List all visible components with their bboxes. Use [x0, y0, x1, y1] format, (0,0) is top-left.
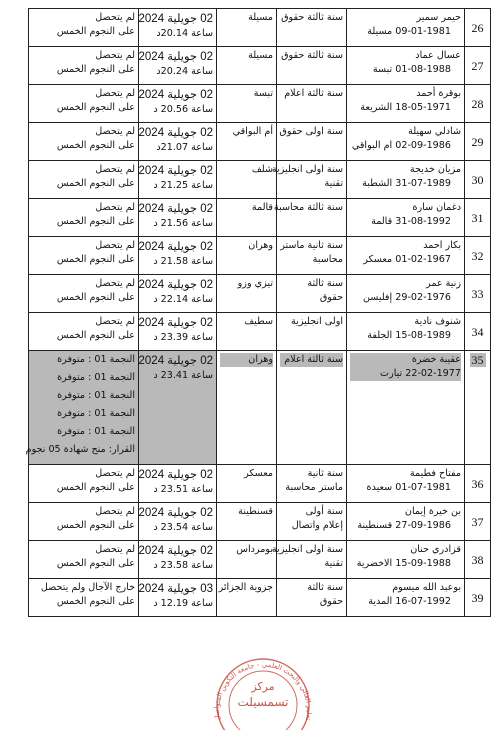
- center-cell: [217, 9, 277, 47]
- birth-info: 15-08-1989 الجلفة: [367, 330, 451, 341]
- birth-info: 27-09-1986 قسنطينة: [357, 520, 451, 531]
- study-level-detail: محاسبة: [312, 254, 343, 265]
- row-number-cell: [465, 313, 491, 351]
- level-cell: [277, 237, 347, 275]
- table-row: [29, 85, 491, 123]
- row-number-cell: [465, 351, 491, 465]
- result-line2: على النجوم الخمس: [56, 292, 135, 303]
- table-row: [29, 161, 491, 199]
- row-number-cell: [465, 579, 491, 617]
- center-cell: [217, 85, 277, 123]
- name-birth-cell: [347, 199, 465, 237]
- study-level: سنة ثالثة: [307, 278, 343, 289]
- center-name: وهران: [248, 240, 273, 251]
- level-cell: [277, 313, 347, 351]
- study-level: سنة اولى انجليزية: [271, 544, 343, 555]
- center-cell: [217, 503, 277, 541]
- name-birth-cell: [347, 275, 465, 313]
- table-row: [29, 47, 491, 85]
- name-birth-cell: [347, 313, 465, 351]
- study-level: سنة ثالثة اعلام: [280, 353, 343, 367]
- study-level-detail: حقوق: [319, 292, 343, 303]
- star-result: النجمة 01 : متوفرة: [57, 354, 135, 365]
- exam-date: 03 جويلية 2024: [138, 583, 213, 595]
- person-name: عسال عماد: [415, 50, 461, 61]
- exam-date: 02 جويلية 2024: [138, 51, 213, 63]
- row-number: 29: [471, 134, 484, 149]
- row-number-cell: [465, 541, 491, 579]
- level-cell: [277, 275, 347, 313]
- records-table-body: [25, 9, 491, 617]
- result-line2: على النجوم الخمس: [56, 254, 135, 265]
- exam-date: 02 جويلية 2024: [138, 127, 213, 139]
- birth-info: 31-07-1989 الشطبة: [362, 178, 451, 189]
- date-cell: [139, 541, 217, 579]
- center-name: شلف: [251, 164, 273, 175]
- level-cell: [277, 503, 347, 541]
- result-line2: على النجوم الخمس: [56, 482, 135, 493]
- result-line1: لم يتحصل: [95, 316, 135, 327]
- name-birth-cell: [347, 351, 465, 465]
- center-name: مسيلة: [248, 12, 273, 23]
- exam-time: ساعة 22.14 د: [153, 294, 213, 305]
- result-cell: [29, 237, 139, 275]
- row-number: 34: [471, 324, 484, 339]
- center-cell: [217, 275, 277, 313]
- study-level: سنة اولى انجليزية: [271, 164, 343, 175]
- result-line2: على النجوم الخمس: [56, 216, 135, 227]
- center-cell: [217, 313, 277, 351]
- exam-time: ساعة 21.56 د: [153, 218, 213, 229]
- exam-date: 02 جويلية 2024: [138, 13, 213, 25]
- result-line1: لم يتحصل: [95, 278, 135, 289]
- exam-time: ساعة 21.25 د: [153, 180, 213, 191]
- birth-info: 01-07-1981 سعيدة: [366, 482, 451, 493]
- center-name: معسكر: [244, 468, 273, 479]
- result-cell: [29, 541, 139, 579]
- center-name: تبسة: [253, 88, 273, 99]
- center-name: سطيف: [244, 316, 273, 327]
- person-name: مزيان خديجة: [409, 164, 461, 175]
- result-line1: لم يتحصل: [95, 240, 135, 251]
- person-name: شنوف نادية: [414, 316, 461, 327]
- result-cell: [29, 465, 139, 503]
- center-name: بومرداس: [236, 544, 273, 555]
- exam-date: 02 جويلية 2024: [138, 469, 213, 481]
- exam-date: 02 جويلية 2024: [138, 203, 213, 215]
- center-name: قسنطينة: [238, 506, 273, 517]
- table-row: [29, 237, 491, 275]
- result-line1: لم يتحصل: [95, 506, 135, 517]
- date-cell: [139, 237, 217, 275]
- table-row: [29, 123, 491, 161]
- stamp-ring-text: تعليم العالي والبحث العلمي - جامعة التكوين المتواصل: [212, 660, 314, 722]
- name-birth-cell: [347, 85, 465, 123]
- person-name: بوقرة أحمد: [416, 88, 461, 99]
- study-level: سنة ثالثة: [307, 582, 343, 593]
- row-number: 36: [471, 476, 484, 491]
- center-name: جزوية الجزائر: [218, 582, 273, 593]
- exam-date: 02 جويلية 2024: [138, 355, 213, 367]
- exam-time: ساعة 23.54 د: [153, 522, 213, 533]
- star-result: النجمة 01 : متوفرة: [57, 372, 135, 383]
- result-line2: على النجوم الخمس: [56, 558, 135, 569]
- exam-date: 02 جويلية 2024: [138, 165, 213, 177]
- result-cell: [29, 275, 139, 313]
- study-level-detail: تقنية: [324, 558, 343, 569]
- birth-info: 18-05-1971 الشريعة: [360, 102, 451, 113]
- date-cell: [139, 85, 217, 123]
- row-number: 33: [471, 286, 484, 301]
- study-level: سنة أولى: [305, 506, 343, 517]
- table-row: [29, 579, 491, 617]
- person-name: قزادري حنان: [410, 544, 461, 555]
- row-number-cell: [465, 275, 491, 313]
- study-level: سنة ثالثة حقوق: [281, 12, 343, 23]
- result-line1: لم يتحصل: [95, 88, 135, 99]
- row-number: 38: [471, 552, 484, 567]
- person-name: زنية عمر: [426, 278, 461, 289]
- exam-date: 02 جويلية 2024: [138, 317, 213, 329]
- date-cell: [139, 123, 217, 161]
- exam-time: ساعة 12.19 د: [153, 598, 213, 609]
- row-number: 35: [471, 353, 484, 367]
- level-cell: [273, 199, 347, 237]
- exam-time: ساعة 23.41 د: [153, 370, 213, 381]
- level-cell: [277, 47, 347, 85]
- level-cell: [277, 123, 347, 161]
- exam-time: ساعة 23.58 د: [153, 560, 213, 571]
- study-level: سنة ثانية: [307, 468, 343, 479]
- study-level: سنة اولى حقوق: [279, 126, 343, 137]
- result-line1: لم يتحصل: [95, 164, 135, 175]
- exam-time: ساعة 21.58 د: [153, 256, 213, 267]
- row-number: 32: [471, 248, 484, 263]
- center-name: أم البواقي: [232, 126, 273, 137]
- row-number: 27: [471, 58, 484, 73]
- study-level-detail: حقوق: [319, 596, 343, 607]
- result-line2: على النجوم الخمس: [56, 64, 135, 75]
- result-line2: على النجوم الخمس: [56, 102, 135, 113]
- level-cell: [271, 161, 347, 199]
- star-result: النجمة 01 : متوفرة: [57, 426, 135, 437]
- exam-time: ساعة 21.07د: [156, 142, 213, 153]
- result-cell: [25, 351, 139, 465]
- level-cell: [277, 85, 347, 123]
- result-cell: [29, 123, 139, 161]
- center-cell: [217, 237, 277, 275]
- name-birth-cell: [347, 161, 465, 199]
- person-name: عقيبة خضرة: [350, 353, 461, 367]
- table-row: [29, 9, 491, 47]
- table-row: [29, 199, 491, 237]
- table-row-highlighted: [29, 351, 491, 465]
- stamp-line2: تسمسيلت: [237, 695, 289, 709]
- person-name: بكار احمد: [423, 240, 461, 251]
- center-name: وهران: [220, 353, 273, 367]
- birth-info: 15-09-1988 الاخضرية: [356, 558, 451, 569]
- row-number: 31: [471, 210, 484, 225]
- date-cell: [139, 579, 217, 617]
- result-cell: [29, 503, 139, 541]
- study-level: سنة ثالثة محاسبة: [273, 202, 343, 213]
- person-name: بن خيرة إيمان: [404, 506, 461, 517]
- result-line2: على النجوم الخمس: [56, 140, 135, 151]
- person-name: بوعبد الله ميسوم: [392, 582, 461, 593]
- date-cell: [139, 351, 217, 465]
- result-cell: [29, 313, 139, 351]
- result-cell: [29, 579, 139, 617]
- row-number: 30: [471, 172, 484, 187]
- birth-info: 02-09-1986 ام البواقي: [351, 140, 451, 151]
- table-row: [29, 275, 491, 313]
- level-cell: [271, 541, 347, 579]
- exam-time: ساعة 23.51 د: [153, 484, 213, 495]
- birth-info: 01-08-1988 تبسة: [372, 64, 451, 75]
- exam-date: 02 جويلية 2024: [138, 89, 213, 101]
- result-cell: [29, 199, 139, 237]
- records-table: [25, 8, 491, 617]
- row-number-cell: [465, 503, 491, 541]
- row-number-cell: [465, 199, 491, 237]
- stamp-line1: مركز: [251, 680, 275, 693]
- center-cell: [217, 579, 277, 617]
- date-cell: [139, 161, 217, 199]
- date-cell: [139, 9, 217, 47]
- result-cell: [29, 9, 139, 47]
- row-number: 39: [471, 590, 484, 605]
- row-number: 28: [471, 96, 484, 111]
- star-result: النجمة 01 : متوفرة: [57, 390, 135, 401]
- row-number-cell: [465, 47, 491, 85]
- star-result: النجمة 01 : متوفرة: [57, 408, 135, 419]
- study-level: اولى انجليزية: [291, 316, 343, 327]
- exam-date: 02 جويلية 2024: [138, 241, 213, 253]
- date-cell: [139, 47, 217, 85]
- study-level-detail: ماستر محاسبة: [285, 482, 343, 493]
- result-cell: [29, 85, 139, 123]
- name-birth-cell: [347, 465, 465, 503]
- exam-date: 02 جويلية 2024: [138, 545, 213, 557]
- study-level: سنة ثانية ماستر: [280, 240, 343, 251]
- result-line1: لم يتحصل: [95, 12, 135, 23]
- row-number-cell: [465, 161, 491, 199]
- row-number-cell: [465, 465, 491, 503]
- center-cell: [217, 47, 277, 85]
- row-number: 37: [471, 514, 484, 529]
- date-cell: [139, 313, 217, 351]
- birth-info: 09-01-1981 مسيلة: [367, 26, 451, 37]
- row-number-cell: [465, 85, 491, 123]
- name-birth-cell: [347, 237, 465, 275]
- exam-time: ساعة 20.56 د: [153, 104, 213, 115]
- result-cell: [29, 47, 139, 85]
- table-row: [29, 465, 491, 503]
- name-birth-cell: [347, 503, 465, 541]
- level-cell: [277, 351, 347, 465]
- name-birth-cell: [347, 47, 465, 85]
- study-level-detail: إعلام واتصال: [291, 520, 343, 531]
- center-cell: [217, 541, 277, 579]
- person-name: شادلي سهيلة: [408, 126, 461, 137]
- birth-info: 29-02-1976 إفليسن: [363, 292, 451, 303]
- person-name: حيمر سمير: [416, 12, 461, 23]
- center-cell: [217, 351, 277, 465]
- name-birth-cell: [347, 579, 465, 617]
- birth-info: 16-07-1992 المدية: [368, 596, 451, 607]
- result-line2: على النجوم الخمس: [56, 520, 135, 531]
- date-cell: [139, 199, 217, 237]
- result-line1: لم يتحصل: [95, 468, 135, 479]
- institution-stamp: [208, 650, 318, 730]
- birth-info: 31-08-1992 قالمة: [371, 216, 451, 227]
- center-name: تيزي وزو: [237, 278, 273, 289]
- result-line2: على النجوم الخمس: [56, 178, 135, 189]
- result-line2: على النجوم الخمس: [56, 26, 135, 37]
- result-line1: لم يتحصل: [95, 202, 135, 213]
- birth-info: 22-02-1977 تيارت: [350, 367, 461, 381]
- study-level: سنة ثالثة اعلام: [284, 88, 343, 99]
- result-line1: لم يتحصل: [95, 126, 135, 137]
- date-cell: [139, 503, 217, 541]
- result-line2: على النجوم الخمس: [56, 596, 135, 607]
- person-name: مفتاح فطيمة: [409, 468, 461, 479]
- row-number-cell: [465, 9, 491, 47]
- table-row: [29, 503, 491, 541]
- row-number-cell: [465, 123, 491, 161]
- result-line1: خارج الآجال ولم يتحصل: [40, 582, 135, 593]
- table-row: [29, 541, 491, 579]
- result-line1: لم يتحصل: [95, 544, 135, 555]
- date-cell: [139, 275, 217, 313]
- birth-info: 01-02-1967 معسكر: [363, 254, 451, 265]
- decision: القرار: منح شهادة 05 نجوم: [25, 444, 135, 455]
- center-name: مسيلة: [248, 50, 273, 61]
- center-cell: [217, 123, 277, 161]
- center-name: قالمة: [251, 202, 273, 213]
- study-level: سنة ثالثة حقوق: [281, 50, 343, 61]
- person-name: دغمان سارة: [412, 202, 461, 213]
- exam-date: 02 جويلية 2024: [138, 279, 213, 291]
- result-line1: لم يتحصل: [95, 50, 135, 61]
- name-birth-cell: [347, 9, 465, 47]
- center-cell: [217, 161, 277, 199]
- study-level-detail: تقنية: [324, 178, 343, 189]
- date-cell: [139, 465, 217, 503]
- exam-date: 02 جويلية 2024: [138, 507, 213, 519]
- level-cell: [277, 465, 347, 503]
- center-cell: [217, 199, 277, 237]
- exam-time: ساعة 23.39 د: [153, 332, 213, 343]
- exam-time: ساعة 20.24د: [156, 66, 213, 77]
- exam-time: ساعة 20.14د: [156, 28, 213, 39]
- name-birth-cell: [347, 541, 465, 579]
- row-number: 26: [471, 20, 484, 35]
- result-line2: على النجوم الخمس: [56, 330, 135, 341]
- level-cell: [277, 9, 347, 47]
- table-row: [29, 313, 491, 351]
- row-number-cell: [465, 237, 491, 275]
- level-cell: [277, 579, 347, 617]
- name-birth-cell: [347, 123, 465, 161]
- center-cell: [217, 465, 277, 503]
- result-cell: [29, 161, 139, 199]
